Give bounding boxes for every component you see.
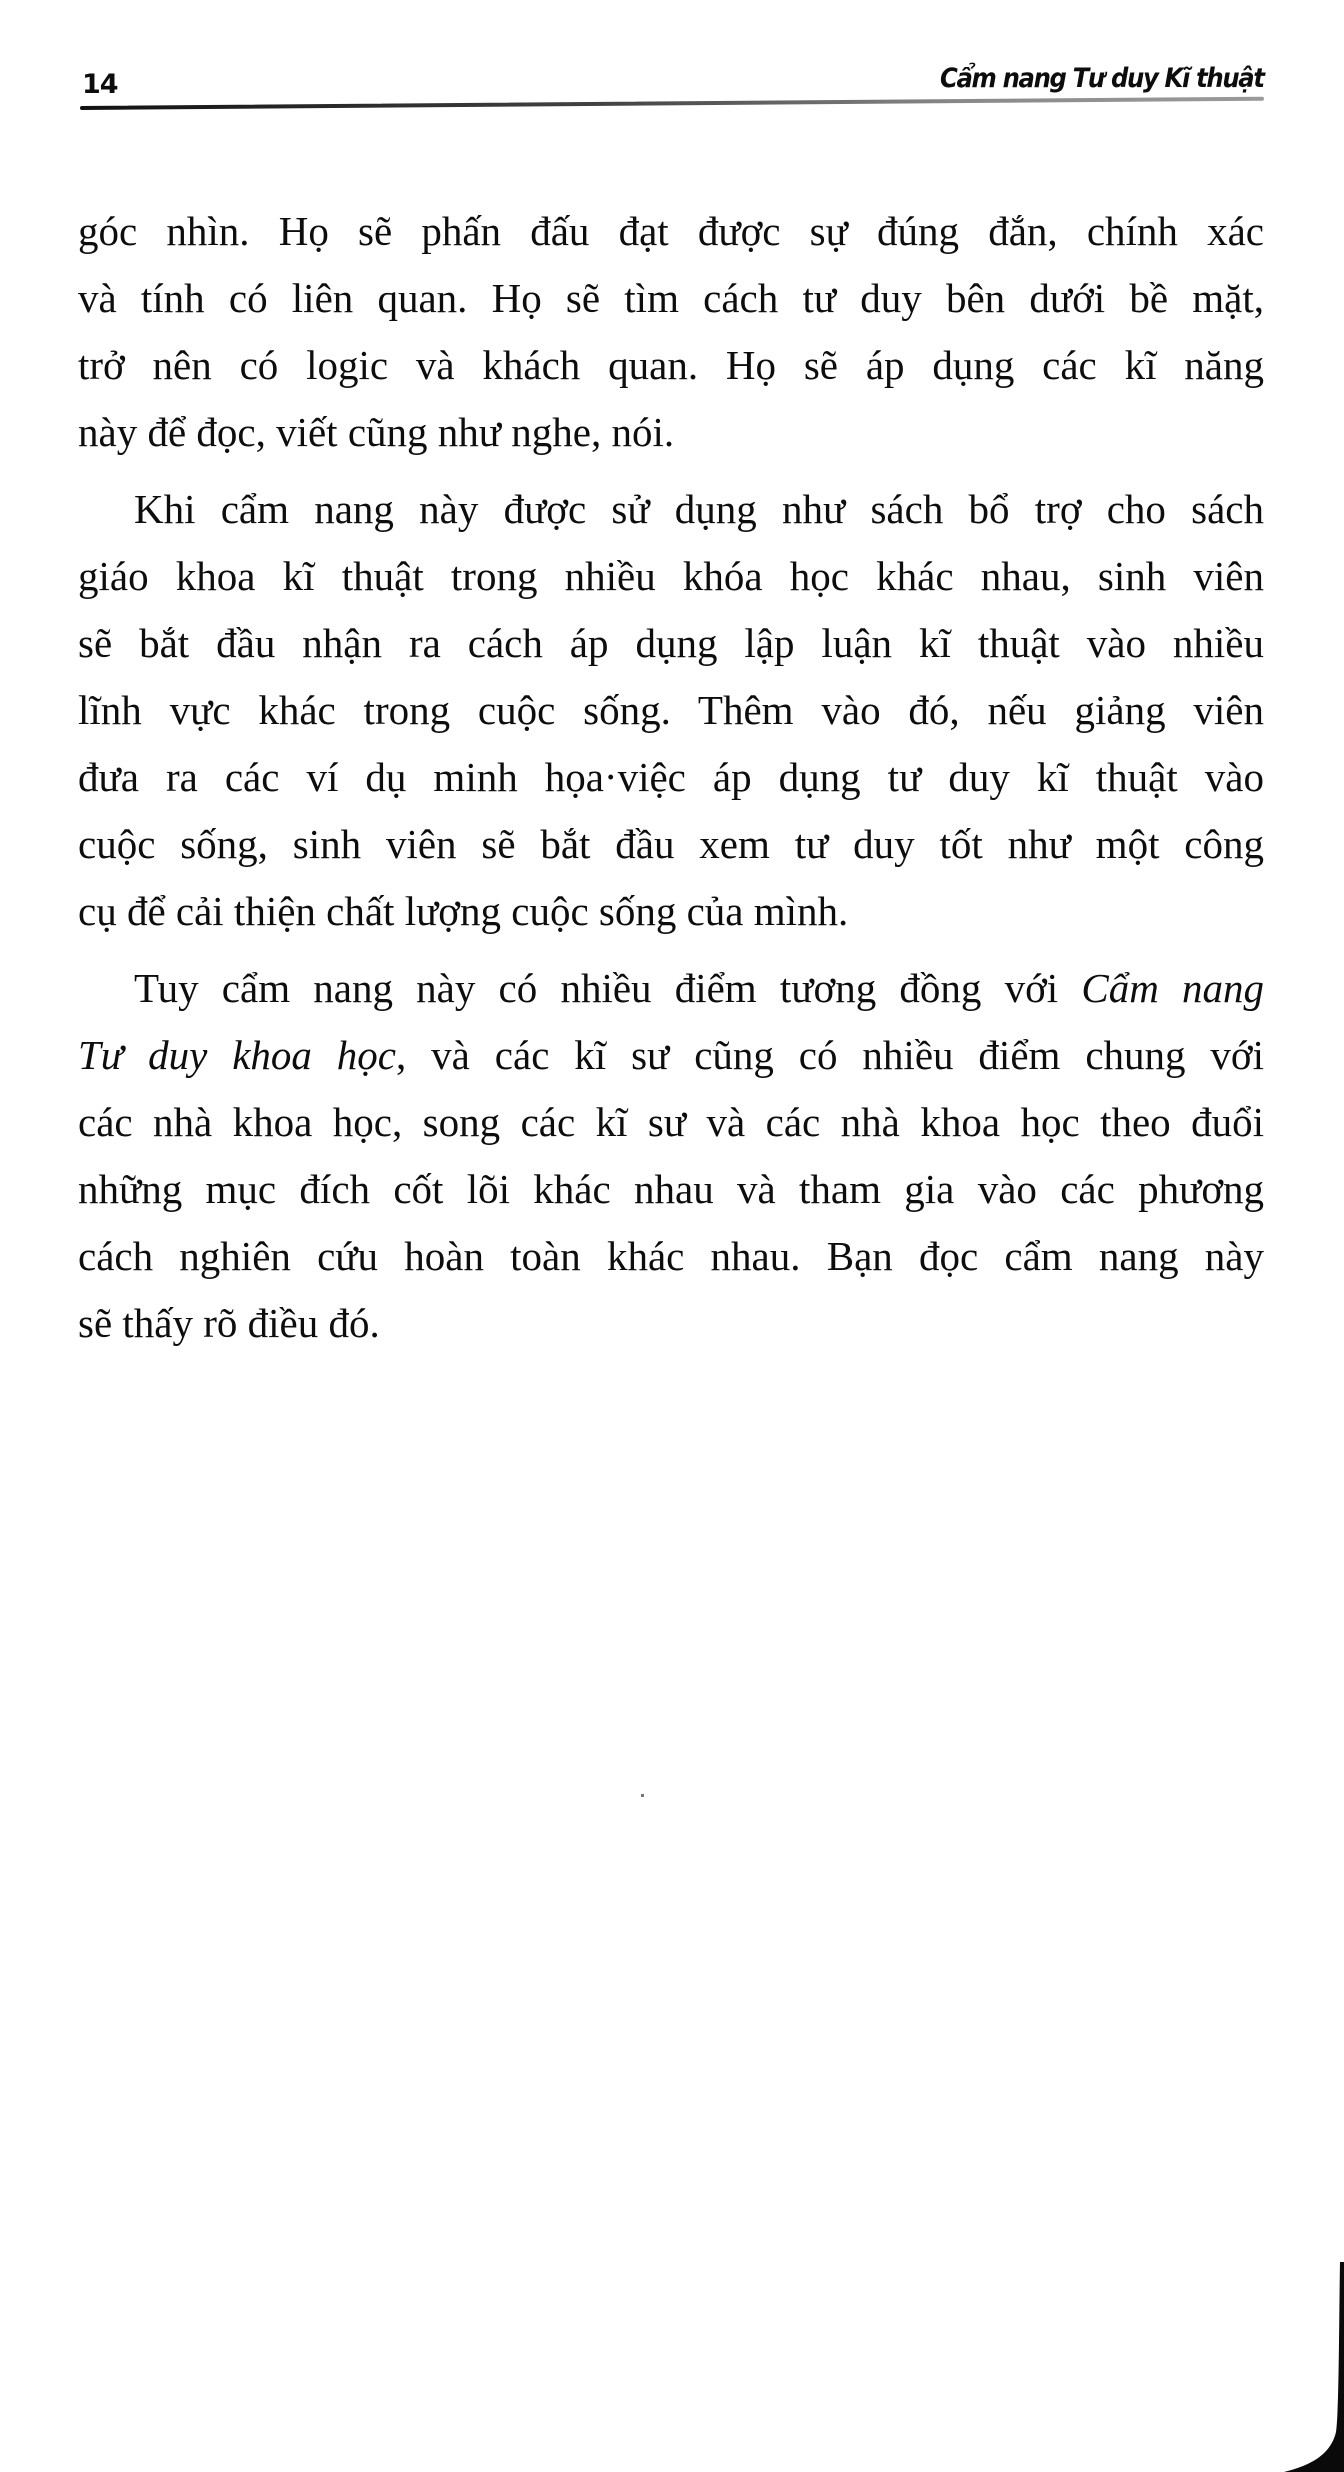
text-line: đưa ra các ví dụ minh họa·việc áp dụng tư duy kĩ thuật vào (78, 754, 1264, 800)
text-line: trở nên có logic và khách quan. Họ sẽ áp dụng các kĩ năng (78, 342, 1264, 388)
paragraph-2 (78, 476, 1264, 945)
text-line: sẽ thấy rõ điều đó. (78, 1300, 380, 1346)
text-run: Tuy cẩm nang này có nhiều điểm tương đồng với (134, 965, 1082, 1011)
text-line: cách nghiên cứu hoàn toàn khác nhau. Bạn đọc cẩm nang này (78, 1233, 1264, 1279)
book-title-italic: Tư duy khoa học (78, 1032, 397, 1078)
text-line: này để đọc, viết cũng như nghe, nói. (78, 409, 675, 455)
book-title-italic: Cẩm nang (1081, 965, 1264, 1011)
text-line: lĩnh vực khác trong cuộc sống. Thêm vào đó, nếu giảng viên (78, 687, 1264, 733)
page-header (80, 60, 1264, 110)
text-run: , và các kĩ sư cũng có nhiều điểm chung với (396, 1032, 1265, 1078)
text-line: và tính có liên quan. Họ sẽ tìm cách tư duy bên dưới bề mặt, (78, 275, 1264, 321)
text-line: những mục đích cốt lõi khác nhau và tham gia vào các phương (78, 1166, 1264, 1212)
header-rule (80, 97, 1264, 110)
page-number: 14 (82, 69, 118, 100)
text-line: Khi cẩm nang này được sử dụng như sách bổ trợ cho sách (134, 486, 1264, 532)
text-line: cuộc sống, sinh viên sẽ bắt đầu xem tư duy tốt như một công (78, 821, 1264, 867)
text-line: góc nhìn. Họ sẽ phấn đấu đạt được sự đúng đắn, chính xác (78, 208, 1264, 254)
scan-speck (641, 1794, 644, 1797)
text-line (78, 1022, 1264, 1089)
running-title: Cẩm nang Tư duy Kĩ thuật (940, 63, 1264, 94)
paragraph-1 (78, 198, 1264, 466)
body-text (78, 198, 1264, 1367)
text-line: sẽ bắt đầu nhận ra cách áp dụng lập luận kĩ thuật vào nhiều (78, 620, 1264, 666)
text-line: giáo khoa kĩ thuật trong nhiều khóa học khác nhau, sinh viên (78, 553, 1264, 599)
text-line: các nhà khoa học, song các kĩ sư và các nhà khoa học theo đuổi (78, 1099, 1264, 1145)
paragraph-3 (78, 955, 1264, 1357)
text-line: cụ để cải thiện chất lượng cuộc sống của mình. (78, 888, 849, 934)
page-edge-shadow (1284, 2262, 1344, 2472)
text-line (78, 955, 1264, 1022)
